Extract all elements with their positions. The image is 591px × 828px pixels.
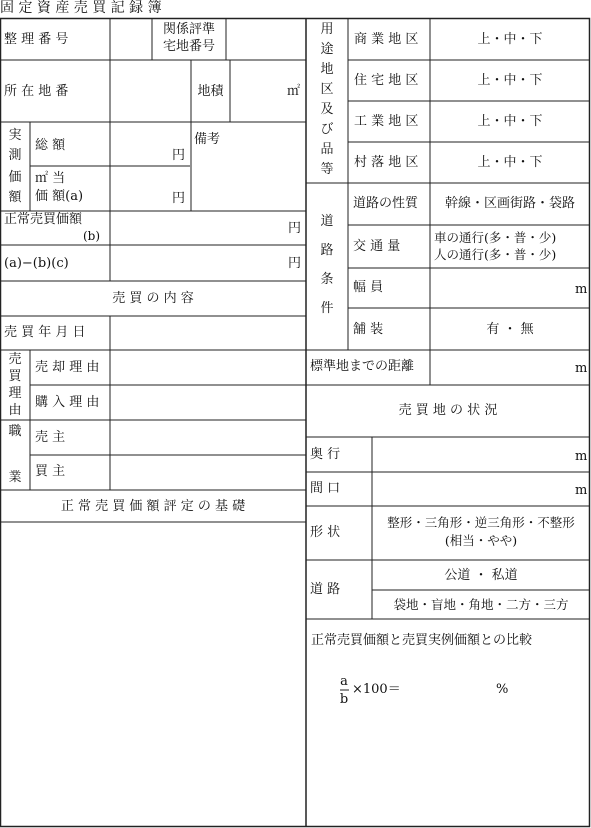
percent-label: % (496, 682, 509, 697)
kankei-label-1: 関係評準 (162, 22, 215, 37)
zone-value-jutaku: 上・中・下 (477, 73, 543, 88)
zone-value-shogyo: 上・中・下 (477, 32, 543, 47)
sogaku-label: 総 額 (35, 138, 66, 153)
doro-char-4: 件 (320, 301, 334, 316)
sogaku-yen: 円 (172, 148, 186, 163)
konyu-riyu-label: 購 入 理 由 (35, 395, 100, 410)
baibai-naiyo-heading: 売 買 の 内 容 (112, 291, 194, 306)
kankei-label-2: 宅地番号 (162, 39, 215, 54)
kijunchi-label: 標準地までの距離 (310, 359, 415, 374)
fukuin-label: 幅 員 (353, 280, 384, 295)
seijo-yen: 円 (288, 221, 302, 236)
doro-char-1: 道 (320, 214, 334, 229)
doro-char-3: 条 (320, 272, 334, 287)
a-minus-b-label: (a)−(b)(c) (4, 256, 69, 271)
a-minus-b-yen: 円 (288, 256, 302, 271)
kotsuryo-value-2: 人の通行(多・普・少) (434, 247, 557, 262)
fraction-denominator: b (339, 692, 349, 707)
chiseki-unit: ㎡ (287, 84, 301, 99)
yoto-char-6: び (320, 122, 334, 137)
zone-label-sonraku: 村 落 地 区 (354, 155, 419, 170)
yoto-char-5: 及 (320, 102, 334, 117)
doro-char-2: 路 (320, 243, 334, 258)
kainushi-label: 買 主 (35, 464, 66, 479)
zone-value-kogyo: 上・中・下 (477, 114, 543, 129)
riyu-char-3: 理 (8, 386, 22, 401)
jokyo-heading: 売 買 地 の 状 況 (398, 403, 498, 418)
kakaku-char-2: 額 (8, 190, 22, 205)
keijo-label: 形 状 (310, 525, 341, 540)
yoto-char-2: 途 (320, 42, 334, 57)
yoto-char-7: 品 (320, 142, 334, 157)
zone-value-sonraku: 上・中・下 (477, 155, 543, 170)
doro-seishitsu-value: 幹線・区画街路・袋路 (444, 196, 575, 211)
maguchi-unit: m (575, 483, 588, 498)
zone-label-kogyo: 工 業 地 区 (354, 114, 419, 129)
yoto-char-8: 等 (320, 162, 334, 177)
maguchi-label: 間 口 (310, 481, 341, 496)
hikaku-heading: 正常売買価額と売買実例価額との比較 (311, 633, 533, 648)
m2-to-label-1: ㎡ 当 (35, 171, 66, 186)
hoso-label: 舗 装 (353, 322, 384, 337)
biko-label: 備考 (194, 132, 221, 147)
kotsuryo-value-1: 車の通行(多・普・少) (434, 230, 557, 245)
doro-value-2: 袋地・盲地・角地・二方・三方 (393, 597, 569, 612)
seiri-bango-label: 整 理 番 号 (4, 32, 69, 47)
kotsuryo-label: 交 通 量 (353, 239, 401, 254)
shokugyo-char-1: 職 (8, 424, 22, 439)
okuyuki-unit: m (575, 449, 588, 464)
yoto-char-4: 区 (320, 82, 334, 97)
riyu-char-1: 売 (8, 352, 22, 367)
yoto-char-3: 地 (320, 62, 334, 77)
kiso-heading: 正 常 売 買 価 額 評 定 の 基 礎 (60, 499, 246, 514)
kakaku-char-1: 価 (8, 170, 22, 185)
zone-label-shogyo: 商 業 地 区 (354, 32, 419, 47)
doro-seishitsu-label: 道路の性質 (353, 196, 419, 211)
seijo-label-2: (b) (83, 229, 101, 243)
page-title: 固 定 資 産 売 買 記 録 簿 (0, 0, 162, 16)
baibai-ymd-label: 売 買 年 月 日 (4, 325, 86, 340)
hoso-value: 有 ・ 無 (486, 322, 534, 337)
urinushi-label: 売 主 (35, 430, 66, 445)
riyu-char-2: 買 (8, 369, 22, 384)
zone-label-jutaku: 住 宅 地 区 (354, 73, 419, 88)
yoto-char-1: 用 (320, 22, 334, 37)
keijo-value-2: (相当・やや) (444, 533, 518, 548)
shozai-chiban-label: 所 在 地 番 (4, 84, 69, 99)
keijo-value-1: 整形・三角形・逆三角形・不整形 (387, 515, 575, 530)
riyu-char-4: 由 (8, 403, 22, 418)
seijo-label-1: 正常売買価額 (4, 212, 83, 227)
times-100-label: ×100＝ (352, 682, 401, 697)
okuyuki-label: 奥 行 (310, 447, 341, 462)
fukuin-unit: m (575, 282, 588, 297)
m2-to-label-2: 価 額(a) (35, 189, 84, 204)
doro-value-1: 公道 ・ 私道 (444, 568, 518, 583)
m2-to-yen: 円 (172, 191, 186, 206)
baikyaku-riyu-label: 売 却 理 由 (35, 360, 100, 375)
kijunchi-unit: m (575, 361, 588, 376)
jissoku-char-1: 実 (8, 128, 22, 143)
chiseki-label: 地積 (197, 84, 224, 99)
jissoku-char-2: 測 (8, 148, 22, 163)
shokugyo-char-2: 業 (8, 470, 22, 485)
doro-label: 道 路 (310, 582, 341, 597)
fraction-numerator: a (340, 674, 348, 689)
